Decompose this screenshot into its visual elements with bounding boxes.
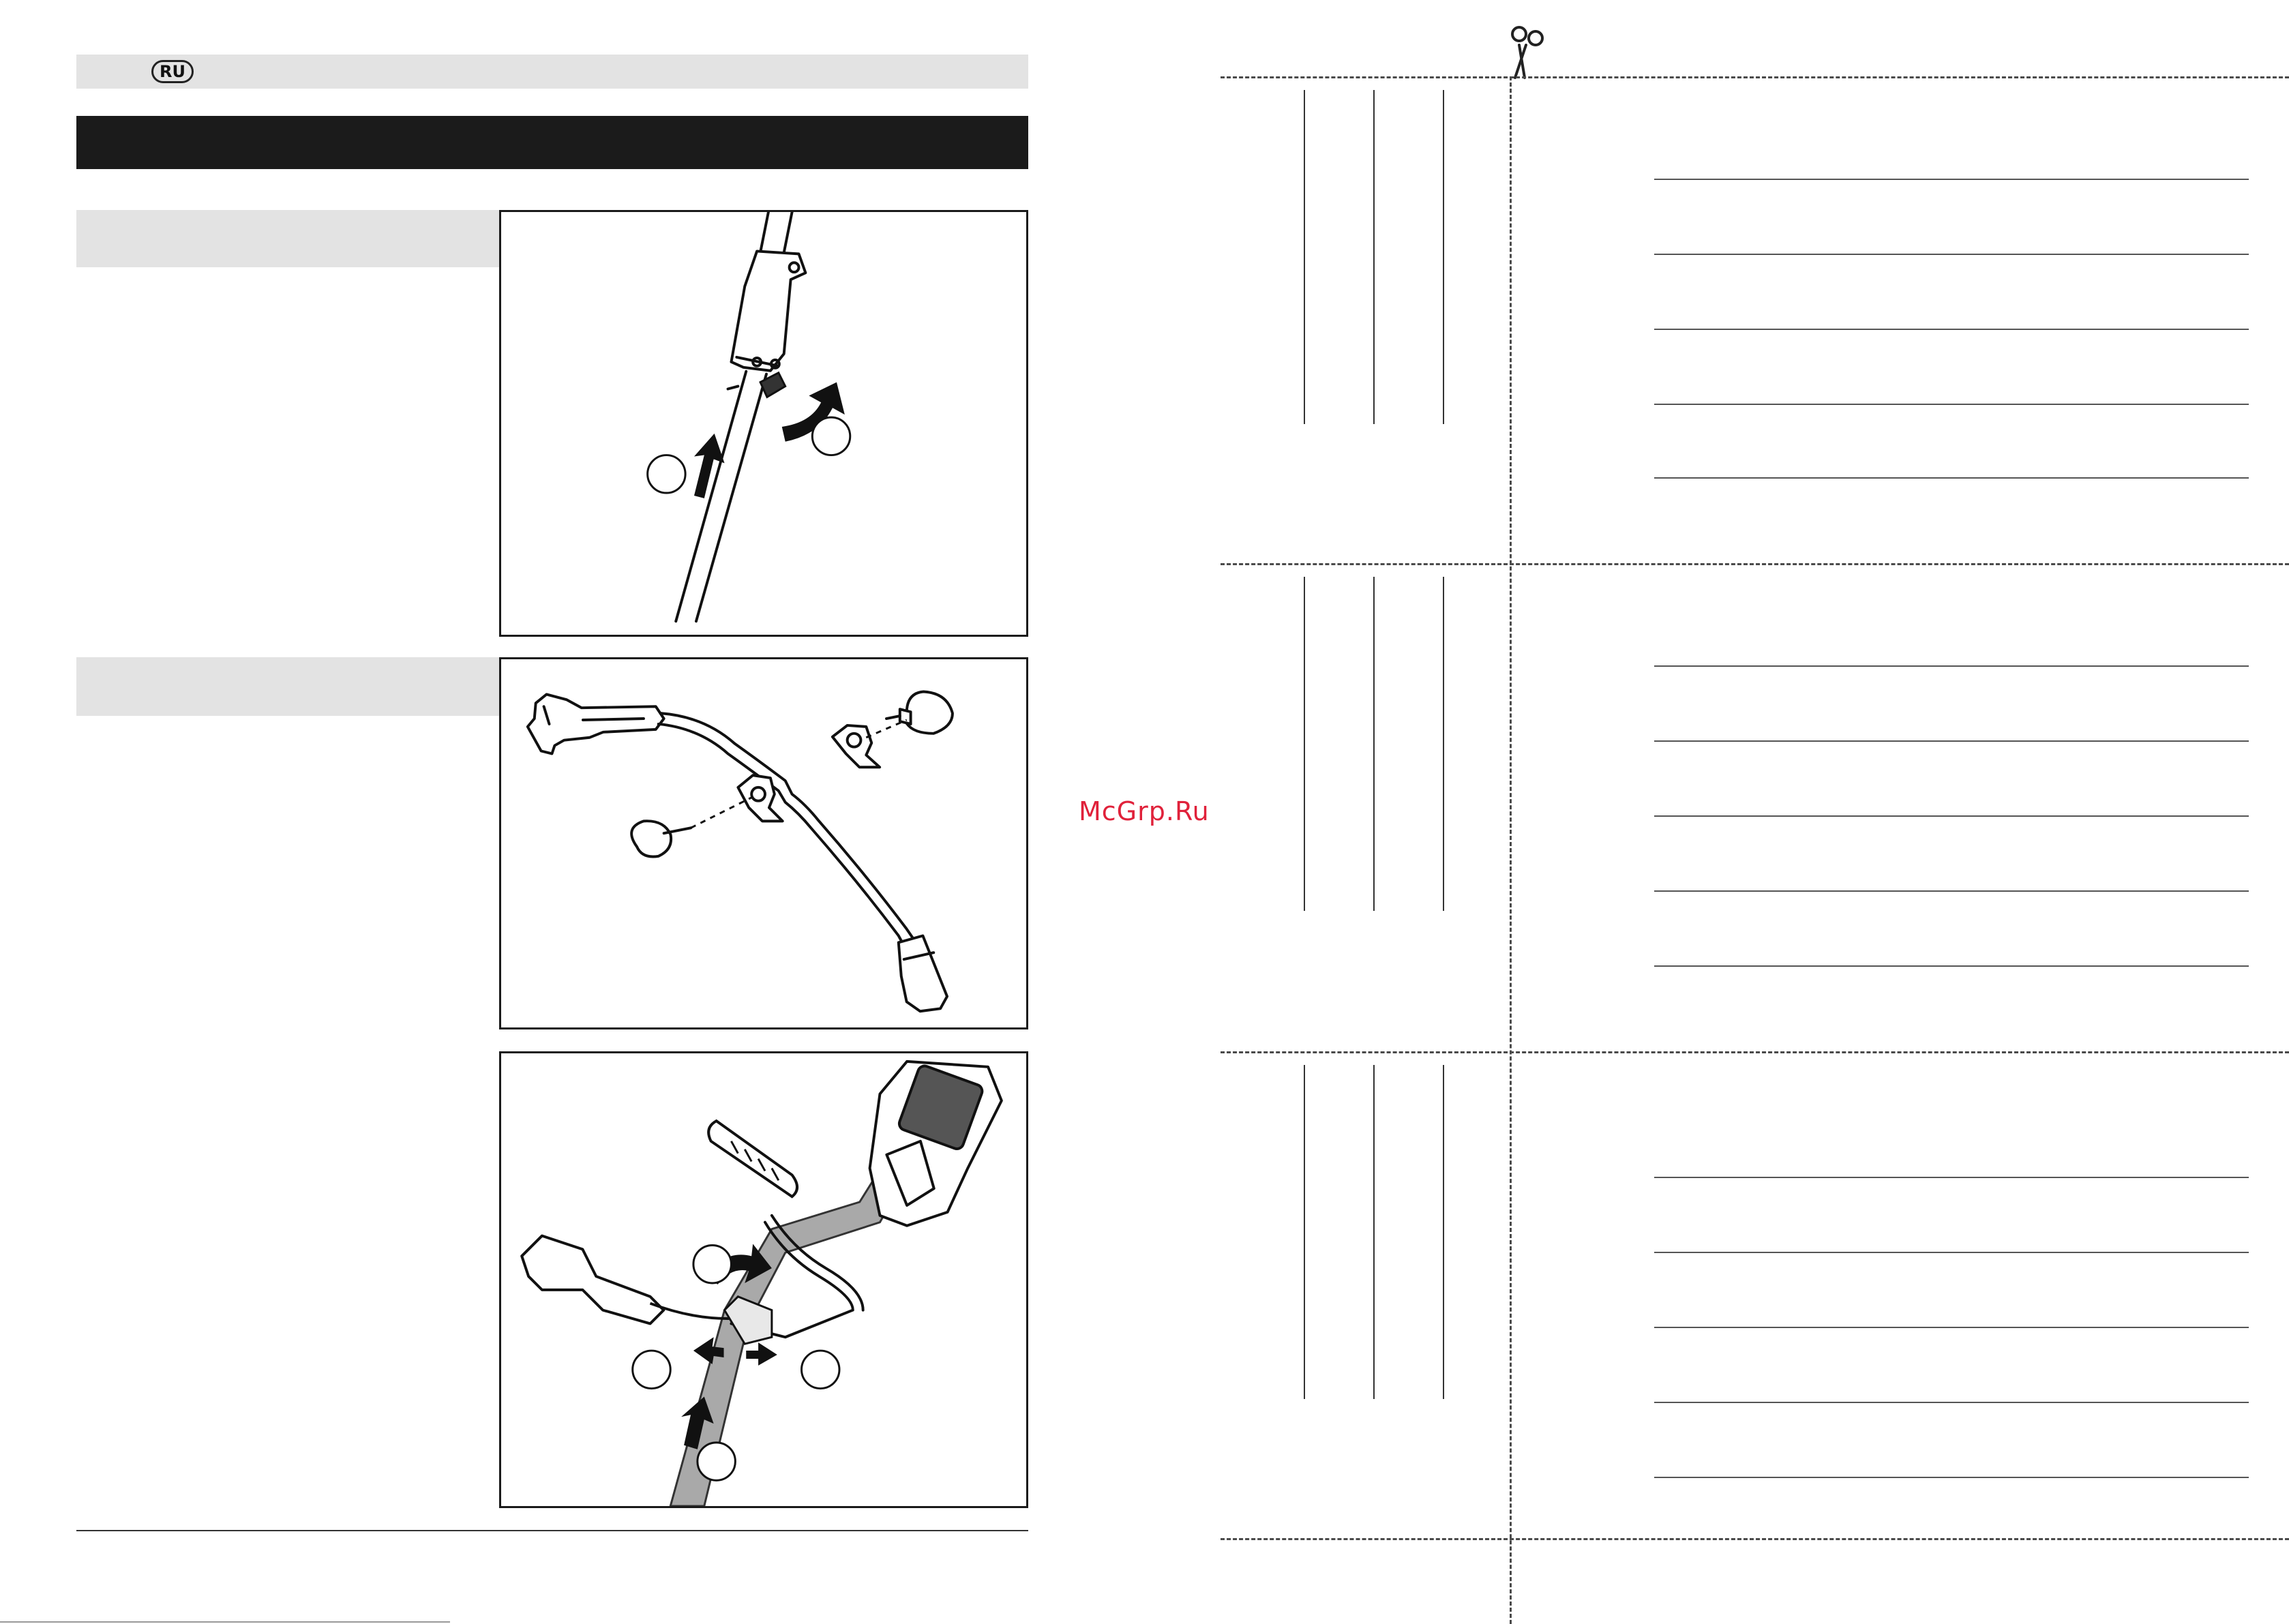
form-write-line[interactable] xyxy=(1654,665,2249,667)
form-write-line[interactable] xyxy=(1654,404,2249,405)
form-write-line[interactable] xyxy=(1654,179,2249,180)
handle-assembly-illustration xyxy=(501,659,1026,1027)
callout-circle-d xyxy=(698,1443,735,1480)
form-column-line xyxy=(1443,577,1444,911)
cut-line-vertical xyxy=(1510,76,1512,1624)
section-bar-2 xyxy=(76,657,503,716)
form-write-line[interactable] xyxy=(1654,740,2249,742)
form-column-line xyxy=(1373,577,1375,911)
callout-circle-a xyxy=(693,1245,731,1282)
section-bar-1 xyxy=(76,210,499,267)
cut-line-bottom xyxy=(1221,1538,2289,1540)
form-write-line[interactable] xyxy=(1654,1177,2249,1178)
form-write-line[interactable] xyxy=(1654,477,2249,479)
watermark-text: McGrp.Ru xyxy=(1079,796,1210,826)
shaft-coupling-figure xyxy=(499,210,1028,637)
form-write-line[interactable] xyxy=(1654,329,2249,330)
callout-circle-1 xyxy=(648,455,685,493)
form-write-line[interactable] xyxy=(1654,965,2249,967)
handle-mounting-figure xyxy=(499,1051,1028,1508)
form-write-line[interactable] xyxy=(1654,1252,2249,1253)
scissors-icon xyxy=(1506,20,1546,79)
shaft-coupling-illustration xyxy=(501,212,1026,635)
page-footer-rule xyxy=(76,1530,1028,1531)
callout-circle-2 xyxy=(812,417,850,455)
language-header-bar xyxy=(76,55,1028,89)
form-write-line[interactable] xyxy=(1654,1327,2249,1328)
form-write-line[interactable] xyxy=(1654,254,2249,255)
form-write-line[interactable] xyxy=(1654,815,2249,817)
form-write-line[interactable] xyxy=(1654,1402,2249,1403)
form-column-line xyxy=(1373,1065,1375,1399)
form-column-line xyxy=(1304,577,1305,911)
language-badge: RU xyxy=(151,60,194,83)
cut-line-2 xyxy=(1221,1051,2289,1053)
handle-assembly-figure xyxy=(499,657,1028,1029)
form-column-line xyxy=(1443,90,1444,424)
form-write-line[interactable] xyxy=(1654,890,2249,892)
form-column-line xyxy=(1443,1065,1444,1399)
cut-line-1 xyxy=(1221,563,2289,565)
form-column-line xyxy=(1304,90,1305,424)
bottom-trim-line xyxy=(0,1621,450,1623)
form-column-line xyxy=(1304,1065,1305,1399)
handle-mounting-illustration xyxy=(501,1053,1026,1506)
callout-circle-b xyxy=(633,1351,670,1388)
form-write-line[interactable] xyxy=(1654,1477,2249,1478)
cut-line-top xyxy=(1221,76,2289,78)
callout-circle-c xyxy=(801,1351,839,1388)
form-column-line xyxy=(1373,90,1375,424)
chapter-title-bar xyxy=(76,116,1028,169)
